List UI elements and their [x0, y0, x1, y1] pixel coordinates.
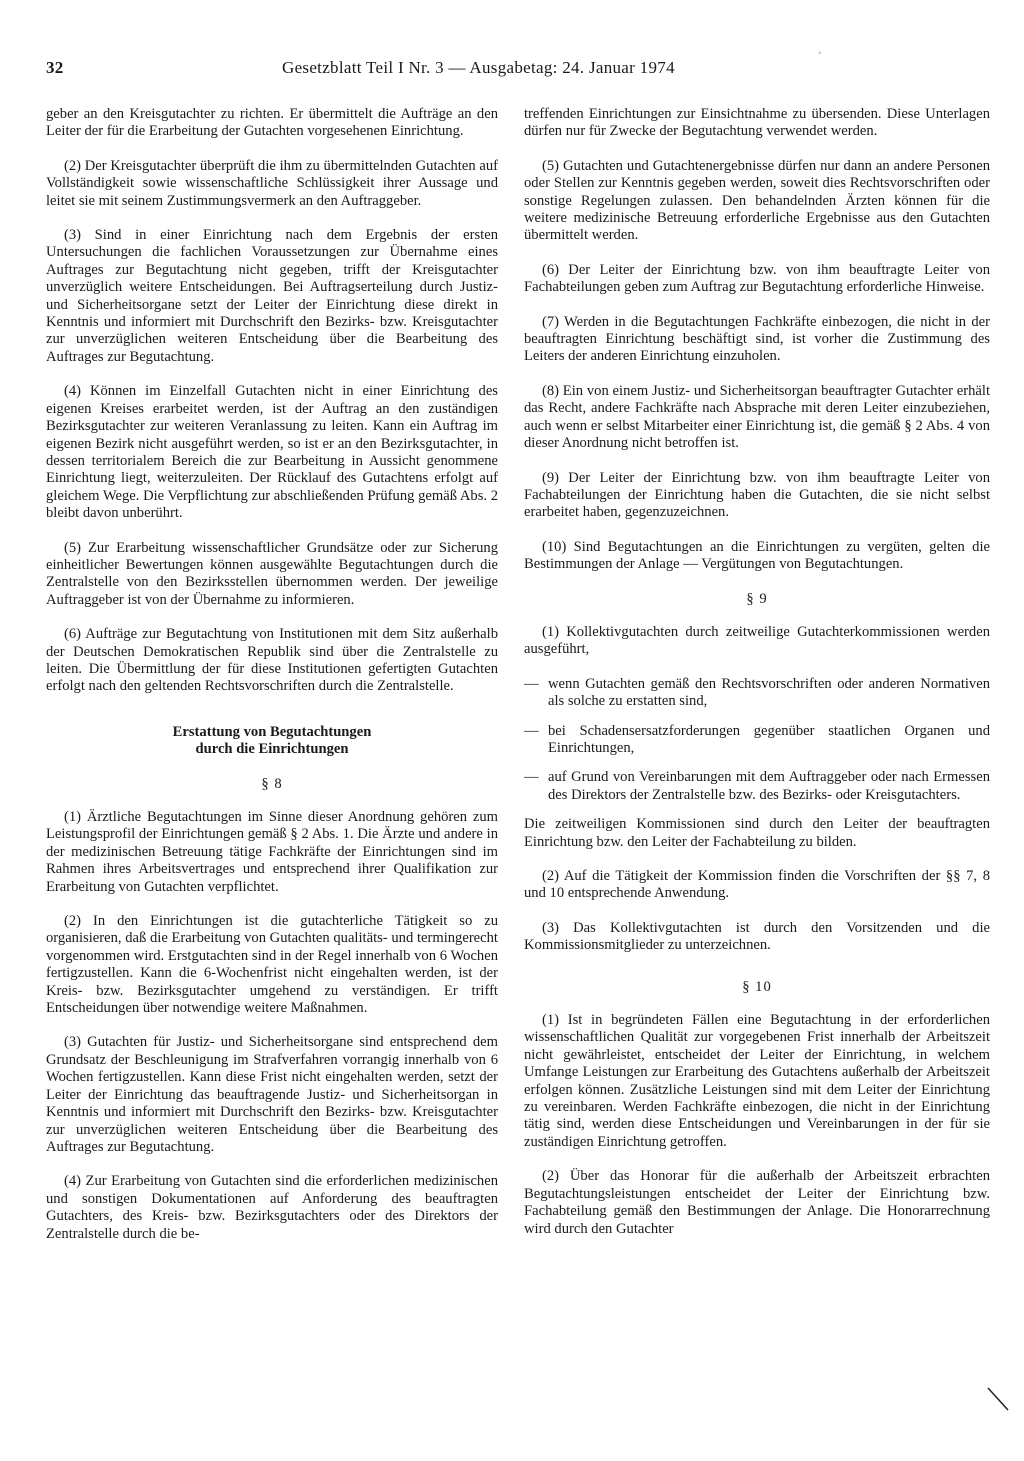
paragraph-9-3: (3) Das Kollektivgutachten ist durch den Vorsitzenden und die Kommissionsmitglieder zu unterzeichnen.: [524, 919, 990, 954]
chapter-heading-line1: Erstattung von Begutachtungen: [172, 723, 372, 740]
paragraph-7-5: (5) Zur Erarbeitung wissenschaftlicher Grundsätze oder zur Sicherung einheitlicher Bewertungen können ausgewählte Begutachtungen durch die Zentralstelle von den Bezirksstellen übernommen werden. Der jeweilige Auftraggeber ist von der Übernahme zu informieren.: [46, 539, 498, 608]
paragraph-8-5: (5) Gutachten und Gutachtenergebnisse dürfen nur dann an andere Personen oder Stellen zur Kenntnis gegeben werden, soweit dies Rechtsvorschriften oder sonstige Regelungen zulassen. Den behandelnden Ärzten können für die weitere medizinische Betreuung erforderliche Ergebnisse aus den Gutachten übermittelt werden.: [524, 157, 990, 244]
paragraph-9-1: (1) Kollektivgutachten durch zeitweilige Gutachterkommissionen werden ausgeführt,: [524, 623, 990, 658]
section-10-title: § 10: [742, 978, 772, 995]
paragraph-8-6: (6) Der Leiter der Einrichtung bzw. von ihm beauftragte Leiter von Fachabteilungen geben zum Auftrag zur Begutachtung erforderliche Hinweise.: [524, 261, 990, 296]
list-item: [524, 769, 990, 804]
print-speck-decoration: ◦: [818, 48, 822, 59]
margin-mark-icon: [986, 1386, 1012, 1412]
dash-bullet: —: [524, 722, 539, 739]
list-item-text: bei Schadensersatzforderungen gegenüber staatlichen Organen und Einrichtungen,: [548, 722, 990, 756]
paragraph-8-7: (7) Werden in die Begutachtungen Fachkräfte einbezogen, die nicht in der beauftragten Einrichtung beschäftigt sind, ist vorher die Zustimmung des Leiters der anderen Einrichtung einzuholen.: [524, 313, 990, 365]
page-number: 32: [46, 58, 64, 77]
list-item: [524, 723, 990, 758]
paragraph-9-1-continuation: Die zeitweiligen Kommissionen sind durch den Leiter der beauftragten Einrichtung bzw. den Leiter der Fachabteilung zu bilden.: [524, 816, 990, 850]
page-header: [46, 58, 996, 88]
section-9-title: § 9: [746, 590, 768, 607]
paragraph-8-4-continuation: treffenden Einrichtungen zur Einsichtnahme zu übersenden. Diese Unterlagen dürfen nur für Zwecke der Begutachtung verwendet werden.: [524, 106, 990, 140]
paragraph-10-1: (1) Ist in begründeten Fällen eine Begutachtung in der erforderlichen wissenschaftlichen Qualität zur vorgegebenen Frist innerhalb der Arbeitszeit nicht gewährleistet, entscheidet der Leiter der Einrichtung, in welchem Umfange Leistungen zur Erarbeitung des Gutachtens außerhalb der Arbeitszeit erfolgen können. Zusätzliche Leistungen sind mit dem Leiter der Einrichtung zu vereinbaren. Werden Fachkräfte einbezogen, die nicht in der Einrichtung tätig sind, werden diese Entscheidungen und Vereinbarungen in der für sie zuständigen Einrichtung getroffen.: [524, 1012, 990, 1150]
right-column: [524, 106, 990, 1446]
paragraph-7-2: (2) Der Kreisgutachter überprüft die ihm zu übermittelnden Gutachten auf Vollständigkeit sowie wissenschaftliche Schlüssigkeit ihrer Aussage und leitet sie mit seinem Zustimmungsvermerk an den Auftraggeber.: [46, 157, 498, 209]
paragraph-8-8: (8) Ein von einem Justiz- und Sicherheitsorgan beauftragter Gutachter erhält das Recht, andere Fachkräfte nach Absprache mit deren Leiter einzubeziehen, auch wenn er selbst Mitarbeiter einer Einrichtung ist, die gemäß § 2 Abs. 4 von dieser Anordnung nicht betroffen ist.: [524, 382, 990, 452]
chapter-heading: [46, 724, 498, 759]
paragraph-9-2: (2) Auf die Tätigkeit der Kommission finden die Vorschriften der §§ 7, 8 und 10 entsprechende Anwendung.: [524, 868, 990, 902]
left-column: [46, 106, 498, 1446]
paragraph-8-3: (3) Gutachten für Justiz- und Sicherheitsorgane sind entsprechend dem Grundsatz der Beschleunigung im Strafverfahren vorrangig innerhalb von 6 Wochen fertigzustellen. Kann diese Frist nicht eingehalten werden, setzt der Leiter der Einrichtung das beauftragende Justiz- und Sicherheitsorgan in Kenntnis und informiert mit Durchschrift den Bezirks- bzw. Kreisgutachter zur unverzüglichen weiteren Entscheidung über die Bearbeitung des Auftrages zur Begutachtung.: [46, 1034, 498, 1155]
chapter-heading-line2: durch die Einrichtungen: [195, 741, 349, 758]
list-item-text: auf Grund von Vereinbarungen mit dem Auftraggeber oder nach Ermessen des Direktors der Zentralstelle bzw. des Bezirks- oder Kreisgutachters.: [548, 769, 990, 803]
dash-bullet: —: [524, 769, 539, 786]
paragraph-8-10: (10) Sind Begutachtungen an die Einrichtungen zu vergüten, gelten die Bestimmungen der Anlage — Vergütungen von Begutachtungen.: [524, 538, 990, 573]
paragraph-8-1: (1) Ärztliche Begutachtungen im Sinne dieser Anordnung gehören zum Leistungsprofil der Einrichtungen gemäß § 2 Abs. 1. Die Ärzte und andere in der medizinischen Betreuung tätige Fachkräfte der Einrichtungen sind im Rahmen ihres Arbeitsvertrages und entsprechend ihrer Qualifikation zur Erarbeitung von Gutachten verpflichtet.: [46, 809, 498, 895]
paragraph-7-6: (6) Aufträge zur Begutachtung von Institutionen mit dem Sitz außerhalb der Deutschen Demokratischen Republik sind über die Zentralstelle zu leiten. Die Übermittlung der für diese Institutionen gefertigten Gutachten erfolgt nach den geltenden Rechtsvorschriften durch die Zentralstelle.: [46, 626, 498, 695]
running-title: Gesetzblatt Teil I Nr. 3 — Ausgabetag: 24. Januar 1974: [282, 58, 675, 77]
list-item-text: wenn Gutachten gemäß den Rechtsvorschriften oder anderen Normativen als solche zu erstatten sind,: [548, 675, 990, 710]
section-8-title: § 8: [261, 775, 283, 792]
paragraph-7-3: (3) Sind in einer Einrichtung nach dem Ergebnis der ersten Untersuchungen die fachlichen Voraussetzungen zur Übernahme eines Auftrages zur Begutachtung nicht gegeben, trifft der Kreisgutachter unverzüglich weitere Entscheidungen. Bei Auftragserteilung durch Justiz- und Sicherheitsorgane setzt der Leiter der Einrichtung diese direkt in Kenntnis und informiert mit Durchschrift den Bezirks- bzw. Kreisgutachter zur unverzüglichen weiteren Entscheidung über die Bearbeitung des Auftrages zur Begutachtung.: [46, 227, 498, 365]
paragraph-10-2: (2) Über das Honorar für die außerhalb der Arbeitszeit erbrachten Begutachtungsleistungen entscheidet der Leiter der Einrichtung bzw. Fachabteilung gemäß den Bestimmungen der Anlage. Die Honorarrechnung wird durch den Gutachter: [524, 1168, 990, 1237]
paragraph-8-2: (2) In den Einrichtungen ist die gutachterliche Tätigkeit so zu organisieren, daß die Erarbeitung von Gutachten qualitäts- und termingerecht vorgenommen wird. Erstgutachten sind in der Regel innerhalb von 6 Wochen fertigzustellen. Kann die 6-Wochenfrist nicht eingehalten werden, ist der Kreis- bzw. Bezirksgutachter umgehend zu verständigen. Er trifft Entscheidungen über notwendige weitere Maßnahmen.: [46, 913, 498, 1017]
paragraph-8-4: (4) Zur Erarbeitung von Gutachten sind die erforderlichen medizinischen und sonstigen Dokumentationen auf Anforderung des beauftragten Gutachters, des Kreis- bzw. Bezirksgutachters oder des Direktors der Zentralstelle durch die be-: [46, 1173, 498, 1242]
list-item: [524, 676, 990, 711]
paragraph-8-9: (9) Der Leiter der Einrichtung bzw. von ihm beauftragte Leiter von Fachabteilungen der Einrichtung haben die Gutachten, die sie nicht selbst erarbeitet haben, gegenzuzeichnen.: [524, 469, 990, 521]
dash-bullet: —: [524, 675, 539, 692]
paragraph-continuation: geber an den Kreisgutachter zu richten. Er übermittelt die Aufträge an den Leiter der für die Erarbeitung der Gutachten vorgesehenen Einrichtung.: [46, 106, 498, 140]
paragraph-7-4: (4) Können im Einzelfall Gutachten nicht in einer Einrichtung des eigenen Kreises erarbeitet werden, ist der Auftrag an den zuständigen Bezirksgutachter zur weiteren Veranlassung zu leiten. Kann ein Auftrag im eigenen Bezirk nicht ausgeführt werden, so ist er an den Bezirksgutachter, in dessen territorialem Bereich die zur Bearbeitung in Aussicht genommene Einrichtung liegt, weiterzuleiten. Der Rücklauf des Gutachtens erfolgt auf gleichem Wege. Die Verpflichtung zur abschließenden Prüfung gemäß Abs. 2 bleibt davon unberührt.: [46, 383, 498, 522]
